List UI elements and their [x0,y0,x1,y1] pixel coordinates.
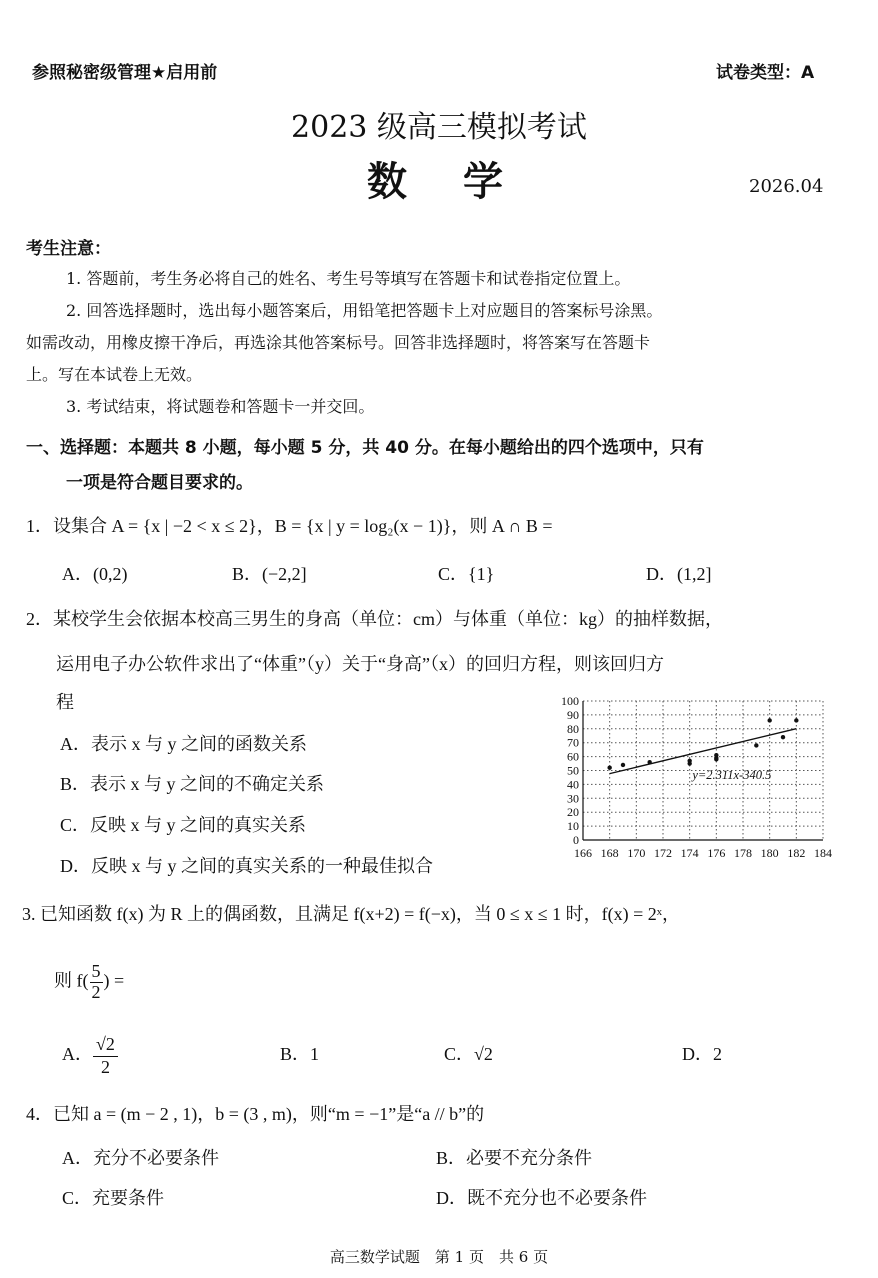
exam-date: 2026.04 [749,176,824,197]
notice-item-2-line-3: 上。写在本试卷上无效。 [26,365,203,384]
x-tick-label: 178 [734,846,752,860]
x-tick-label: 172 [654,846,672,860]
y-tick-label: 100 [561,694,579,708]
x-tick-label: 166 [574,846,592,860]
question-3-option-a-fraction [93,1034,118,1078]
question-4-option-b: B．必要不充分条件 [436,1148,593,1168]
question-2-option-c: C．反映 x 与 y 之间的真实关系 [60,815,307,835]
notice-item-1: 1. 答题前，考生务必将自己的姓名、考生号等填写在答题卡和试卷指定位置上。 [66,269,631,288]
y-tick-label: 50 [567,763,579,778]
question-3-expression [54,962,124,1003]
data-point [687,761,691,765]
data-point [754,743,758,747]
question-4-stem: 4．已知 a = (m − 2 , 1)，b = (3 , m)，则“m = −1”是“a // b”的 [26,1104,485,1124]
regression-equation-label: y=2.311x-340.5 [692,767,772,782]
data-point [714,757,718,761]
data-point [621,763,625,767]
question-2-stem-line-2: 运用电子办公软件求出了“体重”（y）关于“身高”（x）的回归方程，则该回归方 [56,654,664,674]
y-tick-label: 40 [567,777,579,792]
question-3-option-a-label: A． [62,1044,93,1065]
question-4-option-d: D．既不充分也不必要条件 [436,1188,647,1208]
x-tick-label: 184 [814,846,832,860]
x-tick-label: 180 [760,846,779,860]
height-weight-scatter-chart [540,692,860,870]
notice-item-3: 3. 考试结束，将试题卷和答题卡一并交回。 [66,397,375,416]
notice-item-2-line-2: 如需改动，用橡皮擦干净后，再选涂其他答案标号。回答非选择题时，将答案写在答题卡 [26,333,651,352]
question-2-option-a: A．表示 x 与 y 之间的函数关系 [60,734,307,754]
question-2-stem-line-3: 程 [56,692,74,712]
question-4-option-c: C．充要条件 [62,1188,165,1208]
secrecy-label: 参照秘密级管理★启用前 [32,63,218,83]
question-3-fraction-numerator: 5 [91,961,101,981]
question-3-expression-suffix: ) = [103,970,125,991]
question-1-option-b: B．(−2,2] [232,564,307,584]
question-3-expression-prefix: 则 f( [54,970,89,991]
x-tick-label: 170 [627,846,646,860]
x-tick-label: 174 [680,846,699,860]
x-tick-label: 182 [787,846,806,860]
question-3-option-a-denominator: 2 [100,1056,110,1077]
paper-type-label: 试卷类型：A [716,63,815,83]
question-3-option-b: B．1 [280,1044,320,1064]
question-3-option-d: D．2 [682,1044,722,1064]
question-1-option-a: A．(0,2) [62,564,128,584]
question-3-option-a-numerator: √2 [93,1034,118,1057]
exam-title: 2023 级高三模拟考试 [291,110,587,145]
page-footer: 高三数学试题 第 1 页 共 6 页 [329,1248,549,1266]
question-2-stem-line-1: 2．某校学生会依据本校高三男生的身高（单位：cm）与体重（单位：kg）的抽样数据， [26,609,723,629]
question-1-stem: 1．设集合 A = {x | −2 < x ≤ 2}，B = {x | y = log₂(x − 1)}，则 A ∩ B = [26,516,553,536]
y-tick-label: 70 [567,735,579,750]
question-1-option-c: C．{1} [438,564,495,584]
data-point [767,718,771,722]
subject-title: 数 学 [367,158,511,205]
y-tick-label: 0 [573,833,579,847]
question-2-option-b: B．表示 x 与 y 之间的不确定关系 [60,774,325,794]
question-3-option-a [62,1034,118,1078]
question-3-fraction [90,962,103,1003]
y-tick-label: 80 [567,721,579,736]
x-tick-label: 168 [600,846,619,860]
question-2-option-d: D．反映 x 与 y 之间的真实关系的一种最佳拟合 [60,856,433,876]
section-heading-line-1: 一、选择题：本题共 8 小题，每小题 5 分，共 40 分。在每小题给出的四个选项中，只有 [26,438,704,458]
data-point [781,735,785,739]
question-1-option-d: D．(1,2] [646,564,712,584]
data-point [794,718,798,722]
notice-heading: 考生注意： [26,239,111,259]
question-3-fraction-denominator: 2 [91,981,101,1002]
y-tick-label: 30 [567,791,579,806]
x-tick-label: 176 [707,846,726,860]
y-tick-label: 10 [567,819,579,834]
section-heading-line-2: 一项是符合题目要求的。 [66,473,253,493]
question-3-stem: 3. 已知函数 f(x) 为 R 上的偶函数，且满足 f(x+2) = f(−x)，当 0 ≤ x ≤ 1 时，f(x) = 2ˣ， [22,904,680,924]
question-4-option-a: A．充分不必要条件 [62,1148,219,1168]
data-point [607,766,611,770]
data-point [647,760,651,764]
y-tick-label: 60 [567,749,579,764]
question-3-option-c: C．√2 [444,1044,493,1064]
notice-item-2-line-1: 2. 回答选择题时，选出每小题答案后，用铅笔把答题卡上对应题目的答案标号涂黑。 [66,301,663,320]
y-tick-label: 20 [567,805,579,820]
y-tick-label: 90 [567,707,579,722]
